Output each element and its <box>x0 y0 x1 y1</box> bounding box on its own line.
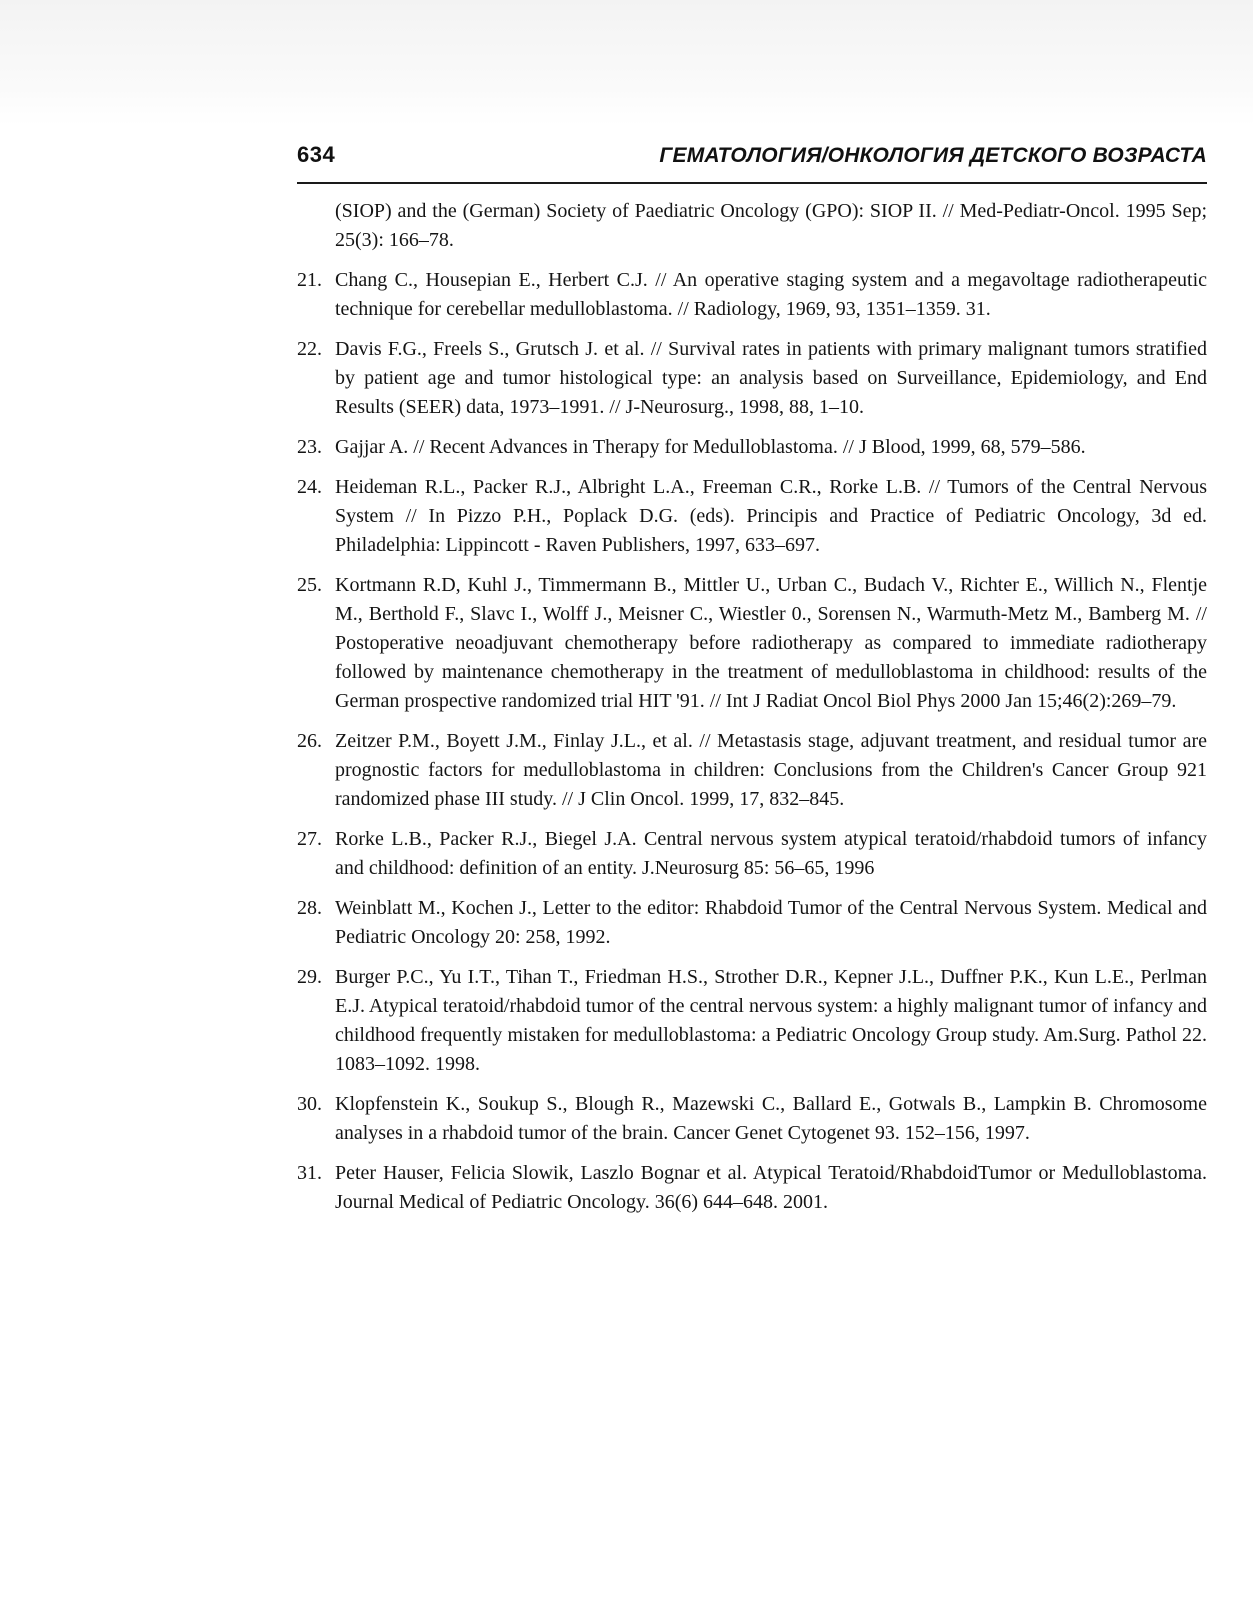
reference-item <box>297 433 1207 462</box>
reference-text: Peter Hauser, Felicia Slowik, Laszlo Bognar et al. Atypical Teratoid/RhabdoidTumor or Medulloblastoma. Journal Medical of Pediatric Oncology. 36(6) 644–648. 2001. <box>335 1162 1207 1213</box>
reference-number: 23. <box>297 436 322 458</box>
page-number: 634 <box>297 142 336 167</box>
reference-item <box>297 335 1207 422</box>
reference-number: 25. <box>297 574 322 596</box>
reference-number: 26. <box>297 730 322 752</box>
reference-item <box>297 727 1207 814</box>
reference-item <box>297 894 1207 952</box>
journal-title: ГЕМАТОЛОГИЯ/ОНКОЛОГИЯ ДЕТСКОГО ВОЗРАСТА <box>659 144 1207 167</box>
reference-item <box>297 266 1207 324</box>
reference-number: 22. <box>297 338 322 360</box>
reference-number: 30. <box>297 1093 322 1115</box>
reference-list <box>297 197 1207 1228</box>
reference-number: 27. <box>297 828 322 850</box>
reference-item <box>297 963 1207 1079</box>
reference-number: 29. <box>297 966 322 988</box>
reference-number: 21. <box>297 269 322 291</box>
reference-text: Rorke L.B., Packer R.J., Biegel J.A. Central nervous system atypical teratoid/rhabdoid tumors of infancy and childhood: definition of an entity. J.Neurosurg 85: 56–65, 1996 <box>335 828 1207 879</box>
reference-item <box>297 1090 1207 1148</box>
reference-continuation: (SIOP) and the (German) Society of Paediatric Oncology (GPO): SIOP II. // Med-Pediatr-Oncol. 1995 Sep; 25(3): 166–78. <box>335 200 1207 251</box>
reference-item <box>297 1159 1207 1217</box>
reference-text: Burger P.C., Yu I.T., Tihan T., Friedman H.S., Strother D.R., Kepner J.L., Duffner P.K., Kun L.E., Perlman E.J. Atypical teratoid/rhabdoid tumor of the central nervous system: a highly malignant tumor of infancy and childhood frequently mistaken for medulloblastoma: a Pediatric Oncology Group study. Am.Surg. Pathol 22. 1083–1092. 1998. <box>335 966 1207 1075</box>
reference-text: Weinblatt M., Kochen J., Letter to the editor: Rhabdoid Tumor of the Central Nervous System. Medical and Pediatric Oncology 20: 258, 1992. <box>335 897 1207 948</box>
reference-text: Zeitzer P.M., Boyett J.M., Finlay J.L., et al. // Metastasis stage, adjuvant treatment, and residual tumor are prognostic factors for medulloblastoma in children: Conclusions from the Children's Cancer Group 921 randomized phase III study. // J Clin Oncol. 1999, 17, 832–845. <box>335 730 1207 810</box>
reference-item <box>297 473 1207 560</box>
reference-number: 31. <box>297 1162 322 1184</box>
reference-item <box>297 571 1207 716</box>
reference-item <box>297 825 1207 883</box>
scan-shading <box>0 0 1253 125</box>
reference-number: 24. <box>297 476 322 498</box>
reference-number: 28. <box>297 897 322 919</box>
reference-text: Gajjar A. // Recent Advances in Therapy for Medulloblastoma. // J Blood, 1999, 68, 579–586. <box>335 436 1086 458</box>
reference-text: Davis F.G., Freels S., Grutsch J. et al. // Survival rates in patients with primary malignant tumors stratified by patient age and tumor histological type: an analysis based on Surveillance, Epidemiology, and End Results (SEER) data, 1973–1991. // J-Neurosurg., 1998, 88, 1–10. <box>335 338 1207 418</box>
reference-text: Chang C., Housepian E., Herbert C.J. // An operative staging system and a megavoltage radiotherapeutic technique for cerebellar medulloblastoma. // Radiology, 1969, 93, 1351–1359. 31. <box>335 269 1207 320</box>
reference-text: Heideman R.L., Packer R.J., Albright L.A., Freeman C.R., Rorke L.B. // Tumors of the Central Nervous System // In Pizzo P.H., Poplack D.G. (eds). Principis and Practice of Pediatric Oncology, 3d ed. Philadelphia: Lippincott - Raven Publishers, 1997, 633–697. <box>335 476 1207 556</box>
reference-text: Klopfenstein K., Soukup S., Blough R., Mazewski C., Ballard E., Gotwals B., Lampkin B. Chromosome analyses in a rhabdoid tumor of the brain. Cancer Genet Cytogenet 93. 152–156, 1997. <box>335 1093 1207 1144</box>
running-header <box>297 138 1207 184</box>
reference-text: Kortmann R.D, Kuhl J., Timmermann B., Mittler U., Urban C., Budach V., Richter E., Willich N., Flentje M., Berthold F., Slavc I., Wolff J., Meisner C., Wiestler 0., Sorensen N., Warmuth-Metz M., Bamberg M. // Postoperative neoadjuvant chemotherapy before radiotherapy as compared to immediate radiotherapy followed by maintenance chemotherapy in the treatment of medulloblastoma in childhood: results of the German prospective randomized trial HIT '91. // Int J Radiat Oncol Biol Phys 2000 Jan 15;46(2):269–79. <box>335 574 1207 712</box>
